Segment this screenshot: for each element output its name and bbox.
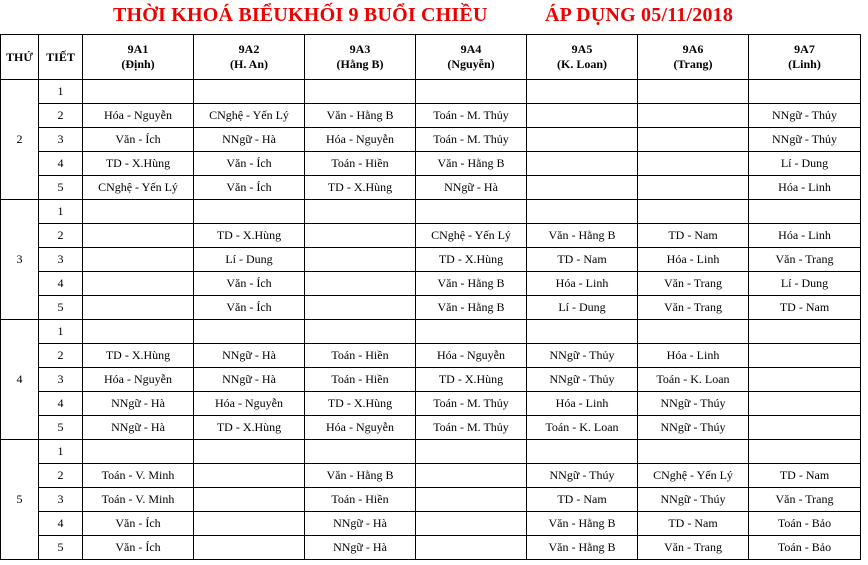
lesson-cell: TD - X.Hùng xyxy=(83,152,194,176)
lesson-cell: CNghệ - Yến Lý xyxy=(194,104,305,128)
lesson-cell: Hóa - Nguyễn xyxy=(83,104,194,128)
day-cell: 5 xyxy=(1,440,39,560)
lesson-cell xyxy=(305,200,416,224)
lesson-cell: Toán - Hiền xyxy=(305,152,416,176)
lesson-cell xyxy=(638,80,749,104)
period-cell: 4 xyxy=(39,152,83,176)
header-class xyxy=(305,35,416,80)
lesson-cell xyxy=(305,224,416,248)
lesson-cell: Toán - M. Thủy xyxy=(416,392,527,416)
lesson-cell: TD - Nam xyxy=(749,464,861,488)
lesson-cell: Hóa - Nguyễn xyxy=(194,392,305,416)
class-name: 9A7 xyxy=(794,42,815,56)
lesson-cell xyxy=(83,320,194,344)
period-cell: 5 xyxy=(39,176,83,200)
table-row xyxy=(1,344,861,368)
lesson-cell: Hóa - Linh xyxy=(749,176,861,200)
lesson-cell xyxy=(194,488,305,512)
class-teacher: (H. An) xyxy=(229,57,268,71)
table-row xyxy=(1,392,861,416)
lesson-cell: Văn - Ích xyxy=(83,512,194,536)
table-row xyxy=(1,128,861,152)
timetable-body xyxy=(1,80,861,560)
lesson-cell: NNgữ - Hà xyxy=(305,512,416,536)
lesson-cell: Văn - Hằng B xyxy=(527,512,638,536)
lesson-cell: Toán - K. Loan xyxy=(638,368,749,392)
period-cell: 2 xyxy=(39,224,83,248)
table-row xyxy=(1,200,861,224)
lesson-cell xyxy=(638,128,749,152)
period-cell: 5 xyxy=(39,416,83,440)
period-cell: 4 xyxy=(39,392,83,416)
lesson-cell: NNgữ - Thủy xyxy=(527,368,638,392)
lesson-cell: TD - Nam xyxy=(527,248,638,272)
table-row xyxy=(1,488,861,512)
lesson-cell: Văn - Ích xyxy=(194,152,305,176)
period-cell: 1 xyxy=(39,440,83,464)
lesson-cell: Lí - Dung xyxy=(749,272,861,296)
table-row xyxy=(1,152,861,176)
class-name: 9A1 xyxy=(127,42,149,56)
lesson-cell xyxy=(83,224,194,248)
lesson-cell xyxy=(194,512,305,536)
class-teacher: (Linh) xyxy=(788,57,821,71)
lesson-cell xyxy=(749,392,861,416)
lesson-cell: Văn - Trang xyxy=(638,272,749,296)
lesson-cell: TD - X.Hùng xyxy=(305,392,416,416)
period-cell: 4 xyxy=(39,272,83,296)
table-row xyxy=(1,464,861,488)
class-name: 9A2 xyxy=(238,42,260,56)
lesson-cell: Lí - Dung xyxy=(194,248,305,272)
lesson-cell xyxy=(194,536,305,560)
lesson-cell xyxy=(83,248,194,272)
table-row xyxy=(1,296,861,320)
lesson-cell xyxy=(749,320,861,344)
lesson-cell xyxy=(83,296,194,320)
header-class xyxy=(527,35,638,80)
lesson-cell: Hóa - Linh xyxy=(638,344,749,368)
table-row xyxy=(1,224,861,248)
lesson-cell: TD - Nam xyxy=(527,488,638,512)
lesson-cell: Văn - Trang xyxy=(638,536,749,560)
lesson-cell xyxy=(194,440,305,464)
class-name: 9A3 xyxy=(349,42,371,56)
day-cell: 2 xyxy=(1,80,39,200)
lesson-cell xyxy=(638,440,749,464)
lesson-cell xyxy=(416,536,527,560)
lesson-cell: CNghệ - Yến Lý xyxy=(638,464,749,488)
page-title: THỜI KHOÁ BIỂUKHỐI 9 BUỔI CHIỀU xyxy=(113,4,488,26)
lesson-cell xyxy=(416,488,527,512)
lesson-cell xyxy=(527,320,638,344)
table-row xyxy=(1,368,861,392)
lesson-cell: Văn - Hằng B xyxy=(416,152,527,176)
period-cell: 1 xyxy=(39,320,83,344)
class-teacher: (Nguyễn) xyxy=(447,57,495,71)
lesson-cell: NNgữ - Thủy xyxy=(527,344,638,368)
table-row xyxy=(1,248,861,272)
lesson-cell: TD - X.Hùng xyxy=(305,176,416,200)
lesson-cell xyxy=(305,440,416,464)
lesson-cell: CNghệ - Yến Lý xyxy=(83,176,194,200)
lesson-cell: Hóa - Nguyễn xyxy=(416,344,527,368)
period-cell: 2 xyxy=(39,344,83,368)
lesson-cell: Hóa - Nguyễn xyxy=(305,416,416,440)
period-cell: 2 xyxy=(39,464,83,488)
period-cell: 3 xyxy=(39,488,83,512)
lesson-cell: Toán - M. Thủy xyxy=(416,128,527,152)
lesson-cell: Toán - V. Minh xyxy=(83,464,194,488)
class-name: 9A6 xyxy=(682,42,704,56)
lesson-cell: NNgữ - Hà xyxy=(83,416,194,440)
lesson-cell xyxy=(194,464,305,488)
lesson-cell xyxy=(638,320,749,344)
lesson-cell: Văn - Trang xyxy=(749,488,861,512)
period-cell: 4 xyxy=(39,512,83,536)
lesson-cell xyxy=(416,320,527,344)
lesson-cell xyxy=(194,200,305,224)
lesson-cell xyxy=(638,104,749,128)
lesson-cell: Toán - M. Thủy xyxy=(416,416,527,440)
lesson-cell xyxy=(527,440,638,464)
header-class xyxy=(638,35,749,80)
lesson-cell xyxy=(305,272,416,296)
header-day: THỨ xyxy=(1,35,39,80)
lesson-cell: TD - X.Hùng xyxy=(194,224,305,248)
lesson-cell xyxy=(416,80,527,104)
lesson-cell xyxy=(416,464,527,488)
lesson-cell: Văn - Trang xyxy=(749,248,861,272)
lesson-cell: Văn - Ích xyxy=(194,272,305,296)
lesson-cell xyxy=(527,200,638,224)
lesson-cell xyxy=(416,512,527,536)
header-period: TIẾT xyxy=(39,35,83,80)
lesson-cell xyxy=(749,344,861,368)
class-teacher: (K. Loan) xyxy=(556,57,607,71)
lesson-cell xyxy=(527,104,638,128)
table-row xyxy=(1,416,861,440)
lesson-cell: Toán - M. Thủy xyxy=(416,104,527,128)
lesson-cell xyxy=(305,80,416,104)
header-class xyxy=(749,35,861,80)
header-row xyxy=(1,35,861,80)
lesson-cell xyxy=(194,320,305,344)
table-row xyxy=(1,440,861,464)
lesson-cell xyxy=(638,152,749,176)
lesson-cell xyxy=(194,80,305,104)
lesson-cell: TD - Nam xyxy=(638,224,749,248)
lesson-cell: NNgữ - Hà xyxy=(305,536,416,560)
lesson-cell: Văn - Trang xyxy=(638,296,749,320)
lesson-cell: Hóa - Linh xyxy=(749,224,861,248)
lesson-cell: CNghệ - Yến Lý xyxy=(416,224,527,248)
lesson-cell: NNgữ - Hà xyxy=(194,128,305,152)
lesson-cell: Văn - Ích xyxy=(83,536,194,560)
class-name: 9A5 xyxy=(571,42,593,56)
lesson-cell: Văn - Ích xyxy=(83,128,194,152)
lesson-cell: Hóa - Linh xyxy=(527,392,638,416)
lesson-cell xyxy=(527,80,638,104)
lesson-cell: NNgữ - Hà xyxy=(194,344,305,368)
lesson-cell: Hóa - Linh xyxy=(638,248,749,272)
table-row xyxy=(1,512,861,536)
lesson-cell xyxy=(416,440,527,464)
lesson-cell: Văn - Hằng B xyxy=(527,224,638,248)
lesson-cell: TD - X.Hùng xyxy=(416,248,527,272)
lesson-cell: Lí - Dung xyxy=(527,296,638,320)
lesson-cell xyxy=(83,200,194,224)
lesson-cell: Toán - Bảo xyxy=(749,536,861,560)
lesson-cell xyxy=(305,296,416,320)
header-class xyxy=(194,35,305,80)
title-bar xyxy=(0,0,868,34)
lesson-cell xyxy=(638,176,749,200)
lesson-cell: Toán - Hiền xyxy=(305,344,416,368)
lesson-cell xyxy=(83,272,194,296)
header-class xyxy=(416,35,527,80)
period-cell: 1 xyxy=(39,200,83,224)
lesson-cell: Toán - K. Loan xyxy=(527,416,638,440)
lesson-cell: NNgữ - Thúy xyxy=(638,488,749,512)
lesson-cell: TD - X.Hùng xyxy=(194,416,305,440)
class-teacher: (Trang) xyxy=(673,57,713,71)
table-row xyxy=(1,80,861,104)
lesson-cell xyxy=(527,176,638,200)
timetable xyxy=(0,34,861,560)
lesson-cell: TD - X.Hùng xyxy=(83,344,194,368)
lesson-cell: NNgữ - Thúy xyxy=(638,416,749,440)
table-row xyxy=(1,320,861,344)
lesson-cell xyxy=(749,200,861,224)
lesson-cell: Văn - Hằng B xyxy=(305,104,416,128)
period-cell: 3 xyxy=(39,128,83,152)
class-teacher: (Định) xyxy=(121,57,155,71)
lesson-cell: Toán - Bảo xyxy=(749,512,861,536)
lesson-cell xyxy=(83,80,194,104)
lesson-cell: NNgữ - Hà xyxy=(83,392,194,416)
applied-date: ÁP DỤNG 05/11/2018 xyxy=(545,4,734,26)
lesson-cell: Văn - Hằng B xyxy=(416,296,527,320)
lesson-cell xyxy=(638,200,749,224)
lesson-cell: Văn - Ích xyxy=(194,176,305,200)
period-cell: 1 xyxy=(39,80,83,104)
lesson-cell xyxy=(527,152,638,176)
period-cell: 3 xyxy=(39,368,83,392)
lesson-cell: Văn - Hằng B xyxy=(527,536,638,560)
lesson-cell xyxy=(416,200,527,224)
lesson-cell xyxy=(749,368,861,392)
lesson-cell xyxy=(305,320,416,344)
class-teacher: (Hằng B) xyxy=(336,57,384,71)
lesson-cell xyxy=(83,440,194,464)
lesson-cell: NNgữ - Hà xyxy=(416,176,527,200)
day-cell: 4 xyxy=(1,320,39,440)
period-cell: 5 xyxy=(39,296,83,320)
class-name: 9A4 xyxy=(460,42,482,56)
lesson-cell: Toán - Hiền xyxy=(305,488,416,512)
lesson-cell: NNgữ - Thúy xyxy=(527,464,638,488)
period-cell: 5 xyxy=(39,536,83,560)
lesson-cell: NNgữ - Thủy xyxy=(749,128,861,152)
lesson-cell: NNgữ - Thúy xyxy=(638,392,749,416)
lesson-cell xyxy=(527,128,638,152)
lesson-cell: Lí - Dung xyxy=(749,152,861,176)
lesson-cell: Toán - V. Minh xyxy=(83,488,194,512)
lesson-cell xyxy=(749,416,861,440)
lesson-cell xyxy=(749,80,861,104)
lesson-cell: Toán - Hiền xyxy=(305,368,416,392)
period-cell: 3 xyxy=(39,248,83,272)
lesson-cell: TD - Nam xyxy=(638,512,749,536)
lesson-cell: Văn - Hằng B xyxy=(305,464,416,488)
lesson-cell: TD - Nam xyxy=(749,296,861,320)
lesson-cell: Hóa - Nguyễn xyxy=(83,368,194,392)
day-cell: 3 xyxy=(1,200,39,320)
lesson-cell: Hóa - Linh xyxy=(527,272,638,296)
lesson-cell: Văn - Hằng B xyxy=(416,272,527,296)
header-class xyxy=(83,35,194,80)
lesson-cell: Hóa - Nguyễn xyxy=(305,128,416,152)
lesson-cell: NNgữ - Hà xyxy=(194,368,305,392)
lesson-cell: TD - X.Hùng xyxy=(416,368,527,392)
table-row xyxy=(1,536,861,560)
table-row xyxy=(1,176,861,200)
table-row xyxy=(1,272,861,296)
lesson-cell: NNgữ - Thủy xyxy=(749,104,861,128)
table-row xyxy=(1,104,861,128)
lesson-cell: Văn - Ích xyxy=(194,296,305,320)
period-cell: 2 xyxy=(39,104,83,128)
lesson-cell xyxy=(749,440,861,464)
lesson-cell xyxy=(305,248,416,272)
